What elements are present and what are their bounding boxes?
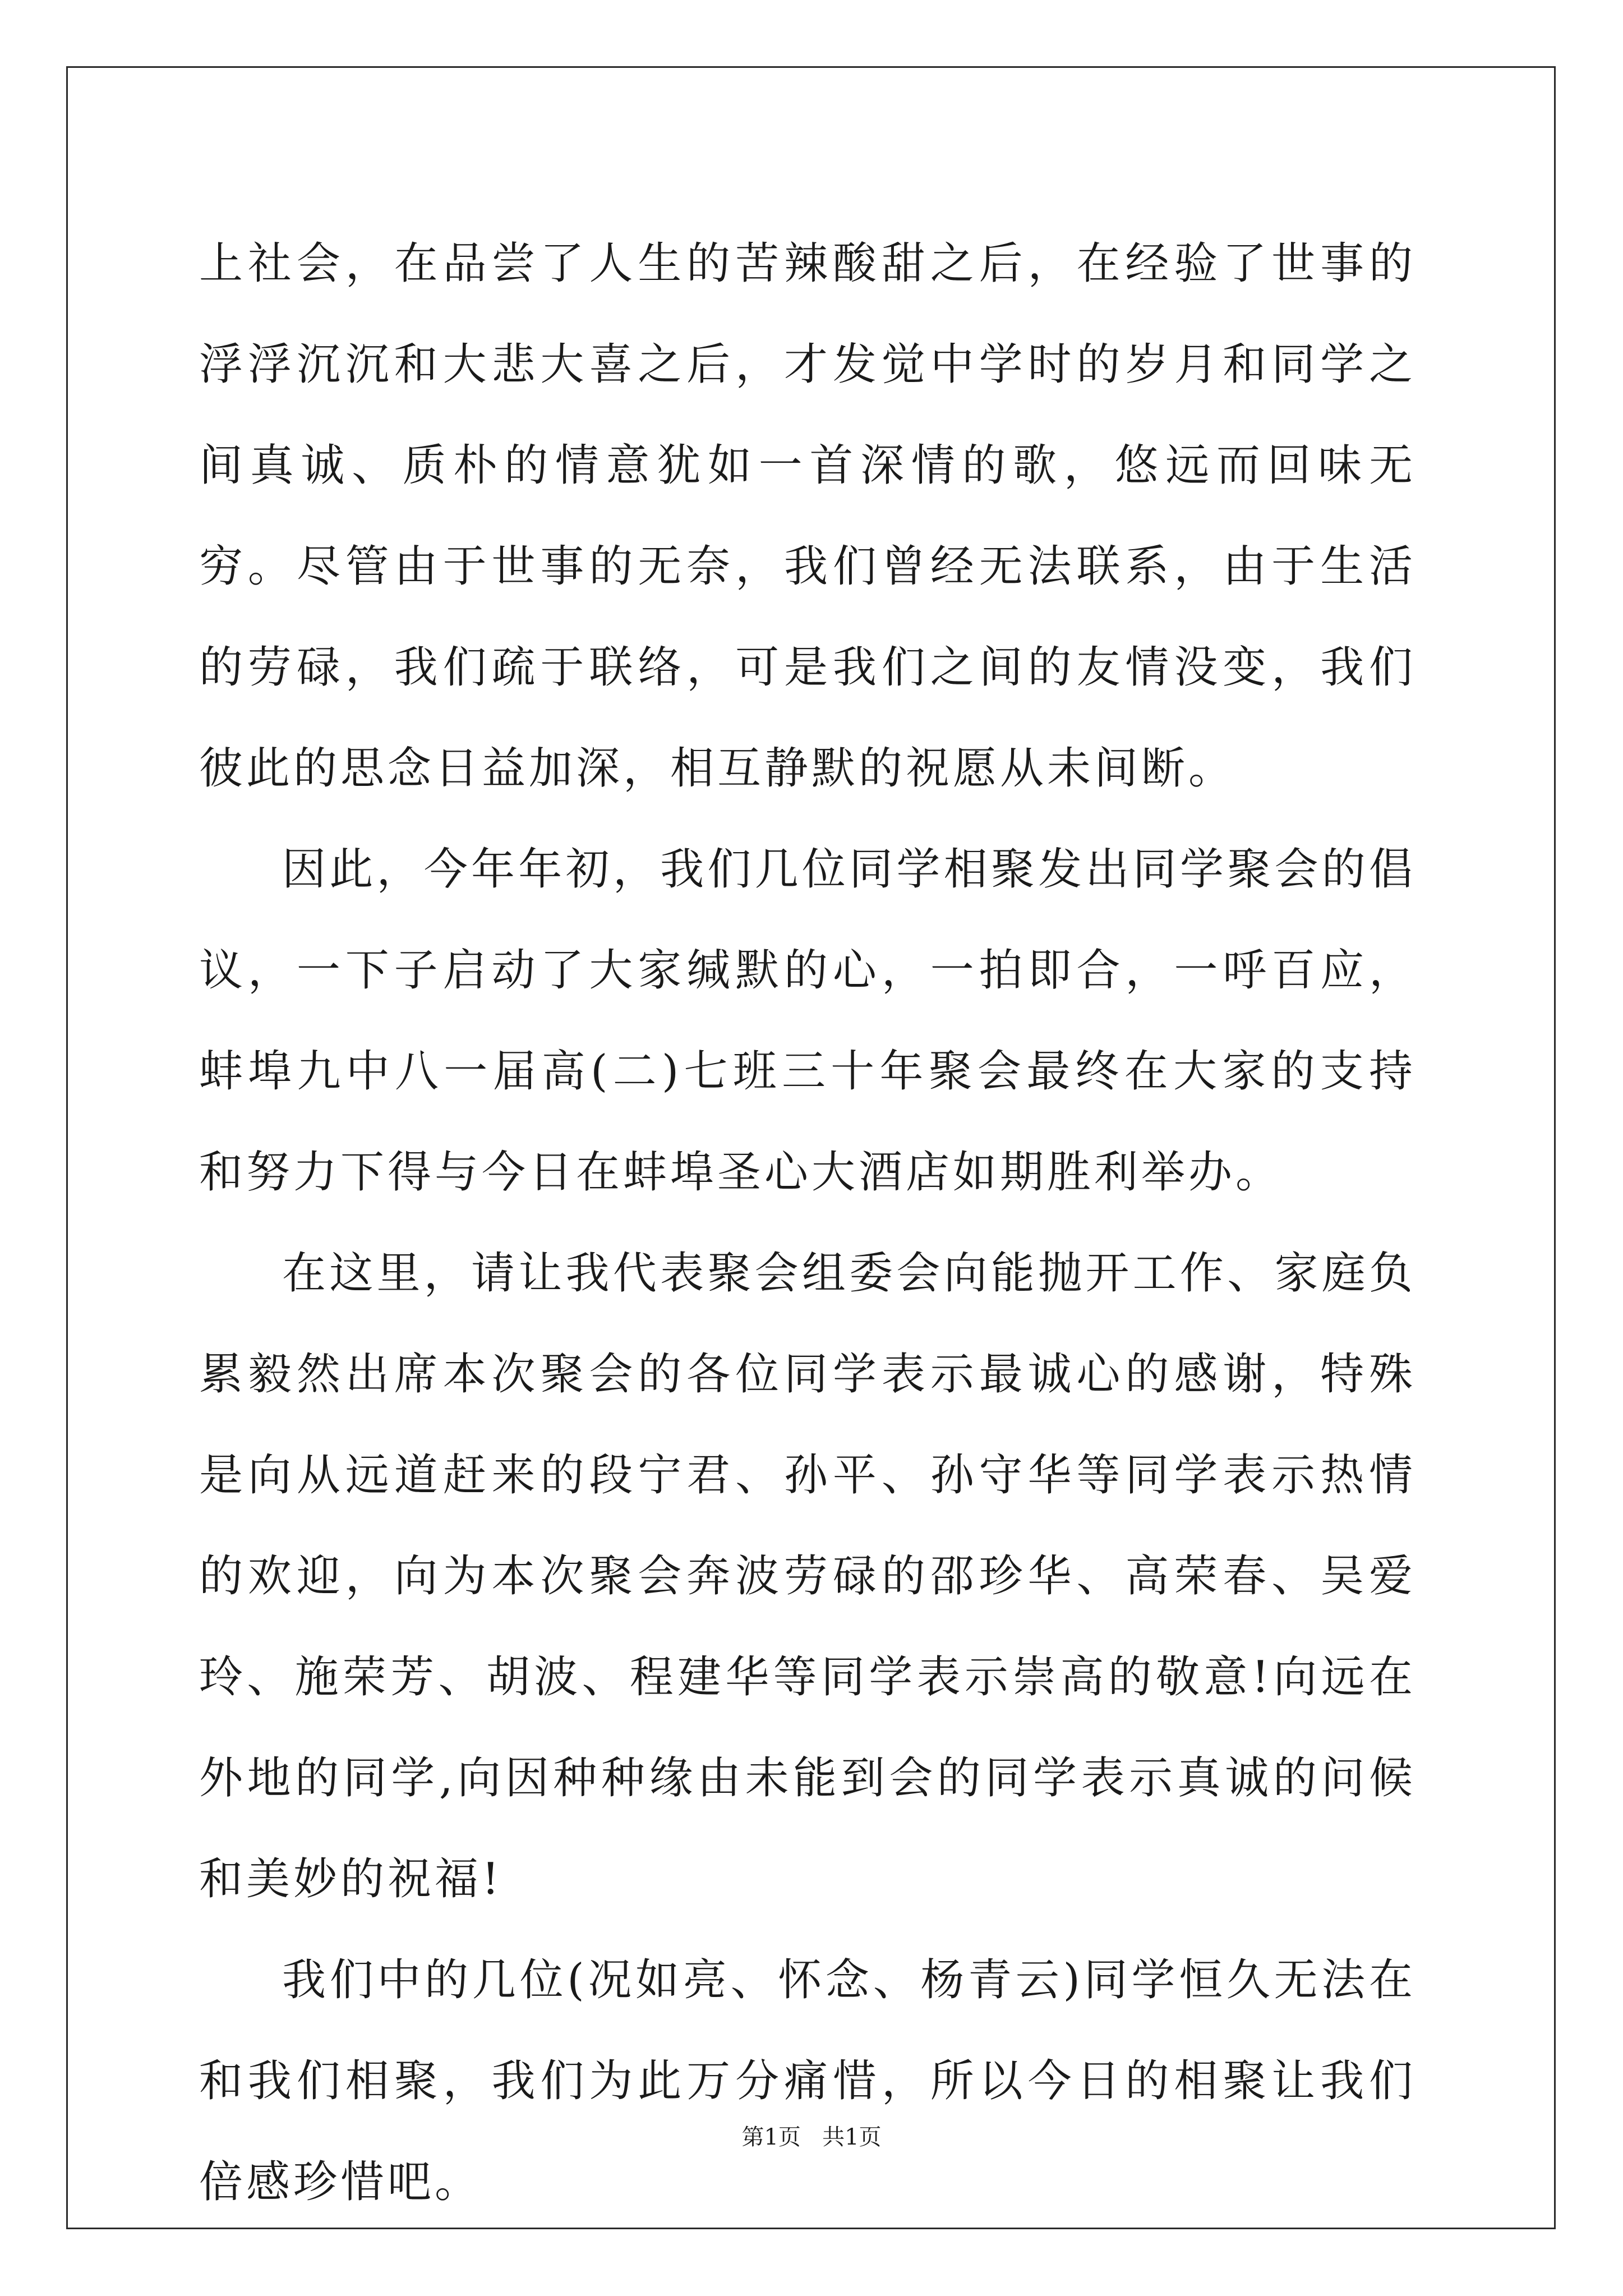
page-footer: [0, 2123, 1623, 2151]
page-total: 共1页: [822, 2124, 882, 2150]
document-body: [199, 213, 1416, 2233]
paragraph-2: 因此，今年年初，我们几位同学相聚发出同学聚会的倡议，一下子启动了大家缄默的心，一拍即合，一呼百应，蚌埠九中八一届高(二)七班三十年聚会最终在大家的支持和努力下得与今日在蚌埠圣心大酒店如期胜利举办。: [199, 844, 1416, 1198]
paragraph-1: 上社会，在品尝了人生的苦辣酸甜之后，在经验了世事的浮浮沉沉和大悲大喜之后，才发觉中学时的岁月和同学之间真诚、质朴的情意犹如一首深情的歌，悠远而回味无穷。尽管由于世事的无奈，我们曾经无法联系，由于生活的劳碌，我们疏于联络，可是我们之间的友情没变，我们彼此的思念日益加深，相互静默的祝愿从未间断。: [199, 238, 1416, 794]
footer-gap: [801, 2124, 822, 2150]
page-number: 第1页: [741, 2124, 801, 2150]
paragraph-3: 在这里，请让我代表聚会组委会向能抛开工作、家庭负累毅然出席本次聚会的各位同学表示最诚心的感谢，特殊是向从远道赶来的段宁君、孙平、孙守华等同学表示热情的欢迎，向为本次聚会奔波劳碌的邵珍华、高荣春、吴爱玲、施荣芳、胡波、程建华等同学表示崇高的敬意!向远在外地的同学,向因种种缘由未能到会的同学表示真诚的问候和美妙的祝福!: [199, 1248, 1416, 1904]
paragraph-4: 我们中的几位(况如亮、怀念、杨青云)同学恒久无法在和我们相聚，我们为此万分痛惜，所以今日的相聚让我们倍感珍惜吧。: [199, 1955, 1416, 2207]
